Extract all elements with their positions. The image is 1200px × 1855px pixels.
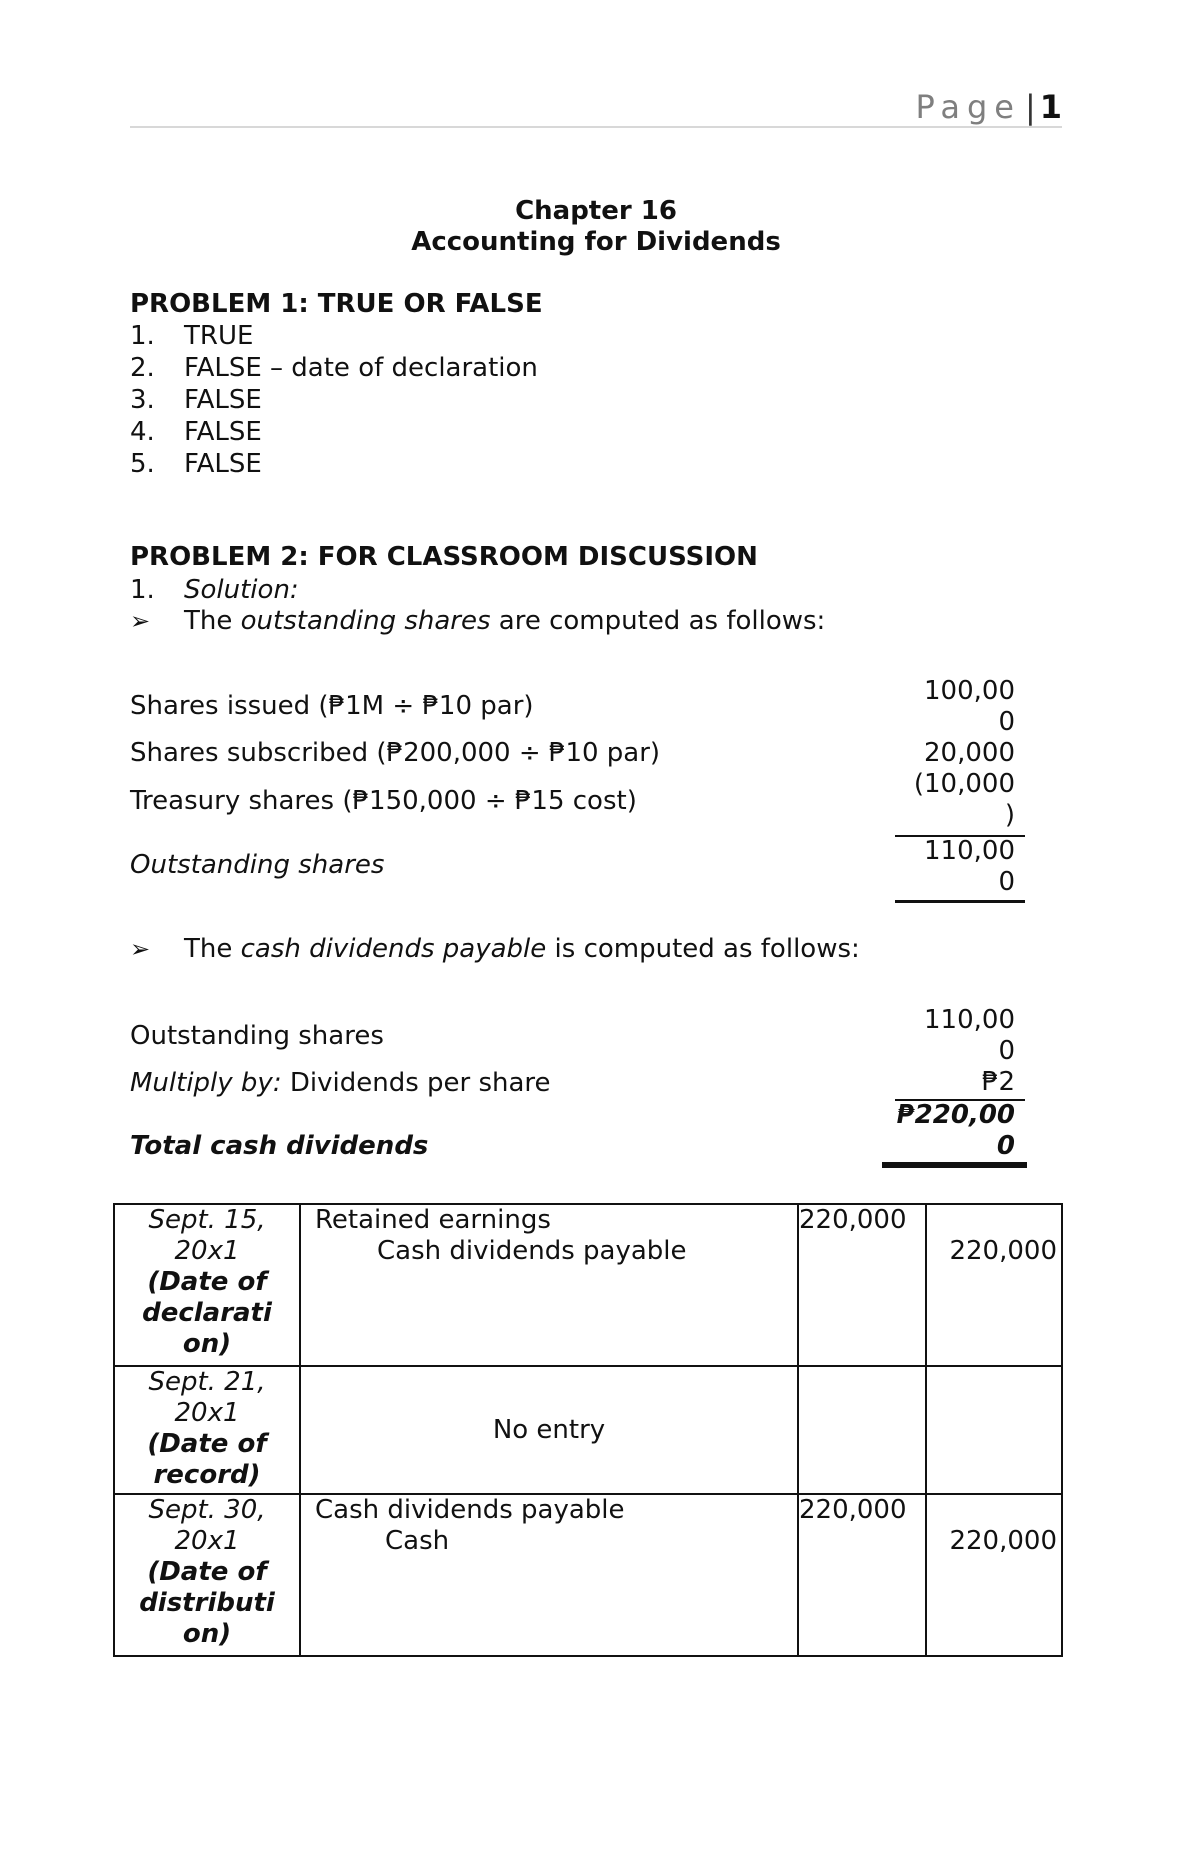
chapter-title <box>0 196 1192 258</box>
table-row <box>114 1204 1062 1366</box>
date-type-label: (Date of <box>147 1429 267 1459</box>
shares-subscribed-label: Shares subscribed (₱200,000 ÷ ₱10 par) <box>130 738 661 768</box>
page-header <box>130 84 1062 128</box>
account-cell <box>300 1366 798 1494</box>
problem1-answers <box>130 320 538 480</box>
item-text: TRUE <box>184 321 254 351</box>
amount-line: ₱220,00 <box>896 1100 1015 1130</box>
total-cash-dividends-amount <box>895 1100 1019 1162</box>
item-number: 4. <box>130 417 155 447</box>
page-word: Page <box>915 88 1021 126</box>
shares-issued-label: Shares issued (₱1M ÷ ₱10 par) <box>130 691 534 721</box>
debit-cell <box>798 1204 926 1366</box>
bullet-text-post: is computed as follows: <box>546 934 860 964</box>
amount-line: 110,00 <box>924 1005 1015 1035</box>
item-text: FALSE – date of declaration <box>184 353 538 383</box>
total-rule <box>895 900 1025 903</box>
credit-account: Cash <box>385 1526 450 1556</box>
entry-year: 20x1 <box>174 1236 240 1266</box>
account-cell <box>300 1204 798 1366</box>
bullet-arrow-icon: ➢ <box>130 935 151 963</box>
debit-account: Retained earnings <box>315 1205 551 1235</box>
debit-amount: 220,000 <box>799 1205 907 1235</box>
multiply-by-label: Multiply by: <box>130 1068 282 1098</box>
amount-line: 20,000 <box>924 738 1015 768</box>
problem2-item <box>130 574 299 606</box>
list-item <box>130 384 538 416</box>
amount-line: ) <box>1004 800 1015 830</box>
bullet-cash-dividends <box>130 934 860 964</box>
page-number-label <box>915 88 1062 126</box>
entry-date: Sept. 21, <box>148 1367 266 1397</box>
div-outstanding-shares-amount <box>895 1005 1019 1067</box>
bullet-text-pre: The <box>184 934 241 964</box>
solution-label: Solution: <box>184 575 299 605</box>
chapter-subject: Accounting for Dividends <box>411 227 781 257</box>
amount-line: 0 <box>998 707 1015 737</box>
amount-line: 0 <box>996 1131 1015 1161</box>
amount-line: (10,000 <box>913 769 1015 799</box>
problem1-heading: PROBLEM 1: TRUE OR FALSE <box>130 289 543 319</box>
item-text: FALSE <box>184 417 262 447</box>
bullet-text-pre: The <box>184 606 241 636</box>
list-item <box>130 352 538 384</box>
debit-cell <box>798 1366 926 1494</box>
div-outstanding-shares-label: Outstanding shares <box>130 1021 384 1051</box>
grand-total-rule <box>882 1162 1027 1168</box>
date-cell <box>114 1494 300 1656</box>
credit-cell <box>926 1494 1062 1656</box>
entry-date: Sept. 15, <box>148 1205 266 1235</box>
debit-cell <box>798 1494 926 1656</box>
shares-issued-amount <box>895 676 1019 738</box>
date-type-label: on) <box>182 1619 232 1649</box>
entry-year: 20x1 <box>174 1398 240 1428</box>
bullet-text-emphasis: cash dividends payable <box>240 934 547 964</box>
debit-amount: 220,000 <box>799 1495 907 1525</box>
bullet-text-emphasis: outstanding shares <box>240 606 491 636</box>
amount-line: 0 <box>998 1036 1015 1066</box>
entry-date: Sept. 30, <box>148 1495 266 1525</box>
amount-line: 100,00 <box>924 676 1015 706</box>
item-text: FALSE <box>184 449 262 479</box>
item-text: FALSE <box>184 385 262 415</box>
date-type-label: declarati <box>142 1298 272 1328</box>
list-item <box>130 416 538 448</box>
credit-account: Cash dividends payable <box>377 1236 687 1266</box>
bullet-outstanding-shares <box>130 606 825 636</box>
problem2-heading: PROBLEM 2: FOR CLASSROOM DISCUSSION <box>130 542 758 572</box>
dividends-per-share-text: Dividends per share <box>281 1068 551 1098</box>
chapter-number: Chapter 16 <box>515 196 677 226</box>
bullet-text-post: are computed as follows: <box>490 606 826 636</box>
shares-subscribed-amount <box>895 738 1019 769</box>
date-type-label: (Date of <box>147 1557 267 1587</box>
no-entry-text: No entry <box>492 1414 606 1445</box>
amount-line: 0 <box>998 867 1015 897</box>
table-row <box>114 1494 1062 1656</box>
credit-cell <box>926 1366 1062 1494</box>
entry-year: 20x1 <box>174 1526 240 1556</box>
account-cell <box>300 1494 798 1656</box>
debit-account: Cash dividends payable <box>315 1495 625 1525</box>
date-type-label: distributi <box>139 1588 275 1618</box>
amount-line: ₱2 <box>981 1067 1015 1097</box>
bullet-arrow-icon: ➢ <box>130 607 151 635</box>
list-item <box>130 448 538 480</box>
date-cell <box>114 1366 300 1494</box>
item-number: 5. <box>130 449 155 479</box>
dividends-per-share-label <box>130 1068 551 1098</box>
item-number: 1. <box>130 321 155 351</box>
date-cell <box>114 1204 300 1366</box>
table-row <box>114 1366 1062 1494</box>
credit-amount: 220,000 <box>949 1526 1057 1556</box>
outstanding-shares-total-label: Outstanding shares <box>130 850 385 880</box>
amount-line: 110,00 <box>924 836 1015 866</box>
total-cash-dividends-label: Total cash dividends <box>130 1131 429 1161</box>
credit-cell <box>926 1204 1062 1366</box>
date-type-label: (Date of <box>147 1267 267 1297</box>
dividends-per-share-amount <box>895 1067 1019 1098</box>
outstanding-shares-total-amount <box>895 836 1019 898</box>
date-type-label: record) <box>153 1460 261 1490</box>
credit-amount: 220,000 <box>949 1236 1057 1266</box>
item-number: 1. <box>130 575 155 605</box>
item-number: 3. <box>130 385 155 415</box>
item-number: 2. <box>130 353 155 383</box>
page-separator: | <box>1024 88 1036 126</box>
journal-entries-table <box>113 1203 1063 1657</box>
page-number: 1 <box>1039 88 1062 126</box>
treasury-shares-amount <box>895 769 1019 831</box>
date-type-label: on) <box>182 1329 232 1359</box>
list-item <box>130 320 538 352</box>
treasury-shares-label: Treasury shares (₱150,000 ÷ ₱15 cost) <box>130 786 637 816</box>
